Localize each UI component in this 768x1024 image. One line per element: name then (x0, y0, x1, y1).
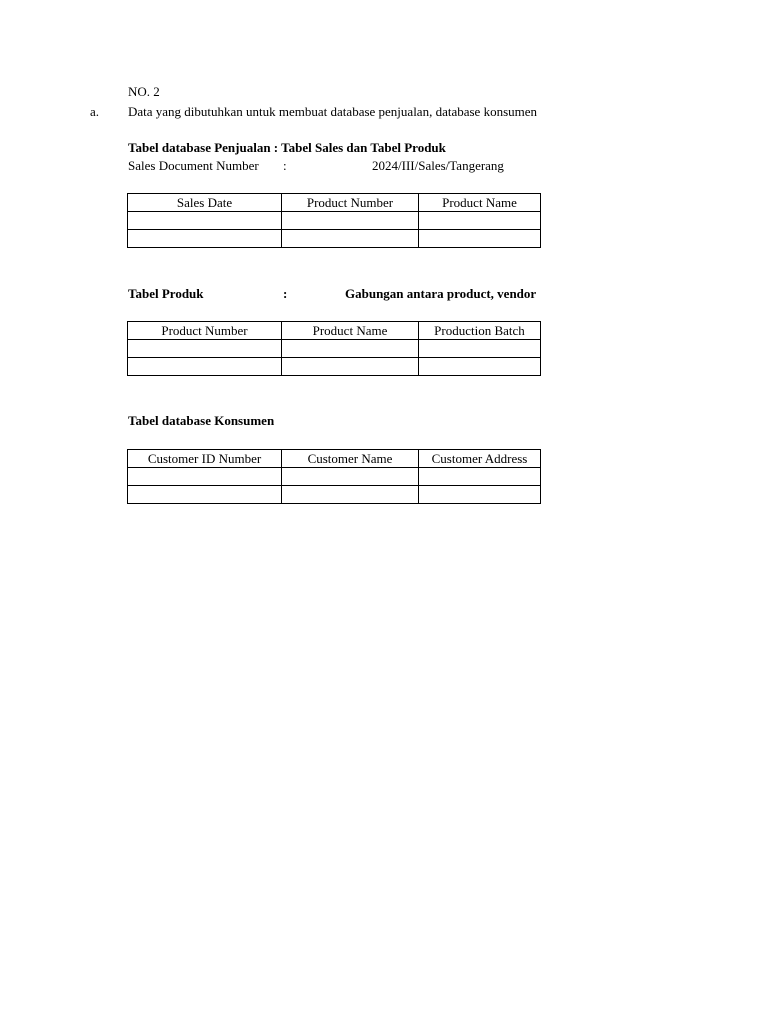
table-cell (282, 358, 419, 376)
table-row (128, 358, 541, 376)
table-header-row (128, 322, 541, 340)
product-section-value: Gabungan antara product, vendor (345, 286, 537, 301)
table-header-row (128, 450, 541, 468)
table-cell (128, 212, 282, 230)
table-cell (419, 212, 541, 230)
table-cell (128, 340, 282, 358)
table-header-cell: Product Name (282, 322, 419, 340)
table-cell (282, 230, 419, 248)
table-cell (128, 230, 282, 248)
sales-doc-label: Sales Document Number (128, 158, 259, 173)
table-cell (282, 486, 419, 504)
item-a-text: Data yang dibutuhkan untuk membuat database penjualan, database konsumen (128, 104, 538, 119)
table-header-cell: Product Number (128, 322, 282, 340)
table-cell (419, 340, 541, 358)
section-number: NO. 2 (128, 84, 160, 99)
product-section-colon: : (283, 286, 288, 301)
customer-section-title: Tabel database Konsumen (128, 413, 275, 428)
table-header-cell: Product Name (419, 194, 541, 212)
table-cell (128, 358, 282, 376)
sales-doc-colon: : (283, 158, 287, 173)
table-row (128, 468, 541, 486)
table-cell (419, 230, 541, 248)
table-cell (282, 340, 419, 358)
table-cell (419, 468, 541, 486)
table-cell (128, 486, 282, 504)
table-cell (282, 468, 419, 486)
product-section-title: Tabel Produk (128, 286, 204, 301)
sales-section-title: Tabel database Penjualan : Tabel Sales dan Tabel Produk (128, 140, 446, 155)
table-cell (128, 468, 282, 486)
table-header-cell: Customer Address (419, 450, 541, 468)
product-table (127, 321, 541, 376)
table-header-cell: Customer Name (282, 450, 419, 468)
table-header-cell: Production Batch (419, 322, 541, 340)
table-row (128, 212, 541, 230)
table-cell (419, 358, 541, 376)
table-row (128, 486, 541, 504)
table-cell (419, 486, 541, 504)
table-row (128, 230, 541, 248)
table-row (128, 340, 541, 358)
table-cell (282, 212, 419, 230)
table-header-cell: Sales Date (128, 194, 282, 212)
list-marker: a. (90, 104, 100, 119)
sales-table (127, 193, 541, 248)
table-header-row (128, 194, 541, 212)
table-header-cell: Product Number (282, 194, 419, 212)
customer-table (127, 449, 541, 504)
table-header-cell: Customer ID Number (128, 450, 282, 468)
sales-doc-value: 2024/III/Sales/Tangerang (372, 158, 504, 173)
